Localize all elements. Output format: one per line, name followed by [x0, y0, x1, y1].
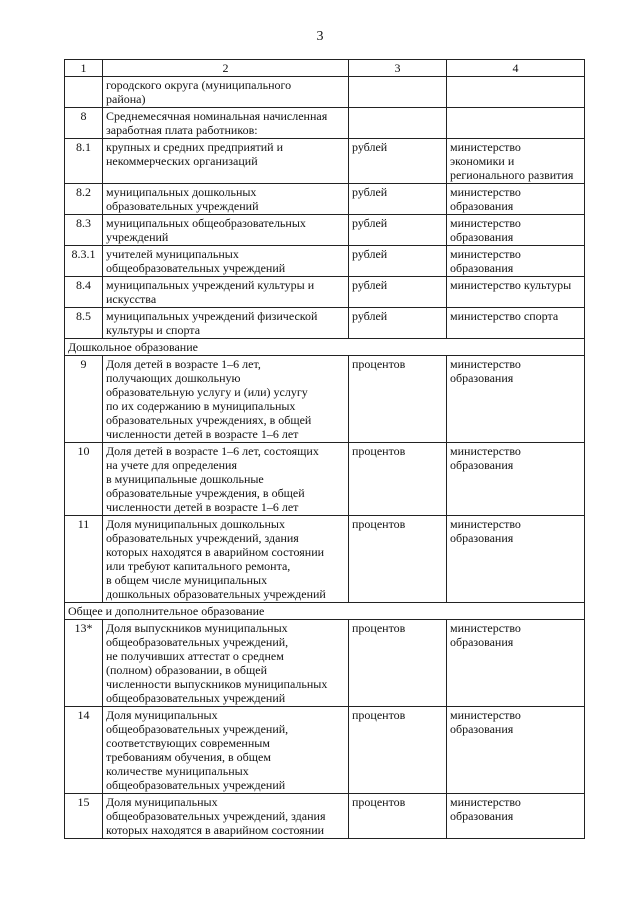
- responsible-ministry: министерство образования: [450, 185, 521, 213]
- indicator-name-cell: [103, 794, 349, 839]
- unit-of-measure-cell: [349, 356, 447, 443]
- indicator-name-cell: [103, 308, 349, 339]
- responsible-ministry-cell: [447, 356, 585, 443]
- indicator-name-cell: [103, 77, 349, 108]
- table-row: [65, 215, 585, 246]
- responsible-ministry-cell: [447, 707, 585, 794]
- table-row: [65, 516, 585, 603]
- indicator-name: муниципальных учреждений культуры и искусства: [106, 278, 315, 306]
- responsible-ministry: министерство образования: [450, 621, 521, 649]
- column-header: 3: [349, 60, 447, 77]
- unit-of-measure: процентов: [352, 621, 406, 635]
- unit-of-measure-cell: [349, 443, 447, 516]
- table-row: [65, 443, 585, 516]
- indicator-name-cell: [103, 215, 349, 246]
- unit-of-measure-cell: [349, 516, 447, 603]
- row-number: 11: [77, 517, 90, 531]
- unit-of-measure: рублей: [352, 140, 388, 154]
- row-number-cell: [65, 516, 103, 603]
- unit-of-measure: рублей: [352, 185, 388, 199]
- unit-of-measure: процентов: [352, 517, 406, 531]
- row-number: 8.3: [76, 216, 91, 230]
- indicator-name-cell: [103, 707, 349, 794]
- table-row: [65, 707, 585, 794]
- table-row: [65, 108, 585, 139]
- unit-of-measure-cell: [349, 108, 447, 139]
- responsible-ministry: министерство образования: [450, 795, 521, 823]
- indicator-name-cell: [103, 246, 349, 277]
- unit-of-measure-cell: [349, 184, 447, 215]
- indicator-name: муниципальных общеобразовательных учреждений: [106, 216, 306, 244]
- table-row: [65, 794, 585, 839]
- row-number-cell: [65, 108, 103, 139]
- indicator-name-cell: [103, 277, 349, 308]
- table-row: [65, 77, 585, 108]
- responsible-ministry: министерство образования: [450, 357, 521, 385]
- indicator-name-cell: [103, 108, 349, 139]
- unit-of-measure-cell: [349, 277, 447, 308]
- row-number-cell: [65, 707, 103, 794]
- responsible-ministry-cell: [447, 620, 585, 707]
- row-number: 8: [80, 109, 87, 123]
- indicator-name: муниципальных учреждений физической культуры и спорта: [106, 309, 318, 337]
- responsible-ministry-cell: [447, 308, 585, 339]
- unit-of-measure-cell: [349, 139, 447, 184]
- table-row: [65, 277, 585, 308]
- responsible-ministry-cell: [447, 108, 585, 139]
- row-number-cell: [65, 308, 103, 339]
- indicator-name: учителей муниципальных общеобразовательных учреждений: [106, 247, 286, 275]
- indicator-name: Доля муниципальных общеобразовательных учреждений, здания которых находятся в аварийном состоянии: [106, 795, 326, 837]
- responsible-ministry-cell: [447, 184, 585, 215]
- row-number-cell: [65, 277, 103, 308]
- section-title: Общее и дополнительное образование: [65, 603, 585, 620]
- responsible-ministry-cell: [447, 77, 585, 108]
- unit-of-measure: процентов: [352, 357, 406, 371]
- unit-of-measure-cell: [349, 794, 447, 839]
- unit-of-measure: рублей: [352, 309, 388, 323]
- responsible-ministry: министерство экономики и регионального развития: [450, 140, 574, 182]
- row-number: 13*: [74, 621, 93, 635]
- row-number: 8.1: [76, 140, 91, 154]
- row-number: 8.5: [76, 309, 91, 323]
- unit-of-measure: рублей: [352, 247, 388, 261]
- indicators-table: [64, 59, 585, 839]
- indicator-name: крупных и средних предприятий и некоммерческих организаций: [106, 140, 284, 168]
- table-row: [65, 620, 585, 707]
- responsible-ministry: министерство образования: [450, 444, 521, 472]
- responsible-ministry-cell: [447, 516, 585, 603]
- unit-of-measure-cell: [349, 620, 447, 707]
- row-number: 8.3.1: [71, 247, 96, 261]
- section-title: Дошкольное образование: [65, 339, 585, 356]
- table-row: [65, 184, 585, 215]
- section-row: [65, 339, 585, 356]
- row-number: 9: [80, 357, 87, 371]
- responsible-ministry: министерство образования: [450, 216, 521, 244]
- row-number-cell: [65, 139, 103, 184]
- responsible-ministry-cell: [447, 246, 585, 277]
- responsible-ministry-cell: [447, 443, 585, 516]
- row-number-cell: [65, 77, 103, 108]
- unit-of-measure-cell: [349, 246, 447, 277]
- table-row: [65, 139, 585, 184]
- row-number-cell: [65, 356, 103, 443]
- row-number: 14: [77, 708, 90, 722]
- indicator-name-cell: [103, 139, 349, 184]
- row-number-cell: [65, 215, 103, 246]
- responsible-ministry: министерство культуры: [450, 278, 572, 292]
- table-row: [65, 308, 585, 339]
- unit-of-measure: рублей: [352, 216, 388, 230]
- table-row: [65, 246, 585, 277]
- responsible-ministry: министерство образования: [450, 247, 521, 275]
- unit-of-measure: процентов: [352, 708, 406, 722]
- responsible-ministry-cell: [447, 794, 585, 839]
- indicator-name: Доля выпускников муниципальных общеобразовательных учреждений, не получивших аттестат о среднем (полном) образовании, в общей численности выпускников муниципальных общеобразовательных учреждений: [106, 621, 328, 705]
- table-row: [65, 356, 585, 443]
- indicator-name-cell: [103, 443, 349, 516]
- unit-of-measure-cell: [349, 215, 447, 246]
- indicator-name: Среднемесячная номинальная начисленная заработная плата работников:: [106, 109, 328, 137]
- indicator-name: муниципальных дошкольных образовательных учреждений: [106, 185, 259, 213]
- indicator-name: городского округа (муниципального района): [106, 78, 292, 106]
- responsible-ministry-cell: [447, 215, 585, 246]
- unit-of-measure-cell: [349, 308, 447, 339]
- indicator-name-cell: [103, 184, 349, 215]
- row-number-cell: [65, 184, 103, 215]
- section-row: [65, 603, 585, 620]
- indicator-name-cell: [103, 516, 349, 603]
- row-number-cell: [65, 443, 103, 516]
- indicator-name-cell: [103, 356, 349, 443]
- row-number: 8.2: [76, 185, 91, 199]
- unit-of-measure-cell: [349, 77, 447, 108]
- row-number: 15: [77, 795, 90, 809]
- row-number-cell: [65, 246, 103, 277]
- responsible-ministry-cell: [447, 277, 585, 308]
- indicator-name-cell: [103, 620, 349, 707]
- responsible-ministry: министерство образования: [450, 708, 521, 736]
- indicator-name: Доля детей в возрасте 1–6 лет, состоящих на учете для определения в муниципальные дошкольные образовательные учреждения, в общей численности детей в возрасте 1–6 лет: [106, 444, 319, 514]
- unit-of-measure: процентов: [352, 444, 406, 458]
- responsible-ministry-cell: [447, 139, 585, 184]
- row-number: 10: [77, 444, 90, 458]
- column-header: 4: [447, 60, 585, 77]
- responsible-ministry: министерство образования: [450, 517, 521, 545]
- column-header: 1: [65, 60, 103, 77]
- unit-of-measure: рублей: [352, 278, 388, 292]
- table-header-row: [65, 60, 585, 77]
- page-number: 3: [316, 29, 324, 44]
- unit-of-measure: процентов: [352, 795, 406, 809]
- responsible-ministry: министерство спорта: [450, 309, 559, 323]
- indicator-name: Доля муниципальных общеобразовательных учреждений, соответствующих современным требованиям обучения, в общем количестве муниципальных общеобразовательных учреждений: [106, 708, 289, 792]
- row-number-cell: [65, 620, 103, 707]
- unit-of-measure-cell: [349, 707, 447, 794]
- row-number: 8.4: [76, 278, 91, 292]
- column-header: 2: [103, 60, 349, 77]
- row-number-cell: [65, 794, 103, 839]
- indicator-name: Доля детей в возрасте 1–6 лет, получающих дошкольную образовательную услугу и (или) услугу по их содержанию в муниципальных образовательных учреждениях, в общей численности детей в возрасте 1–6 лет: [106, 357, 312, 441]
- indicator-name: Доля муниципальных дошкольных образовательных учреждений, здания которых находятся в аварийном состоянии или требуют капитального ремонта, в общем числе муниципальных дошкольных образовательных учреждений: [106, 517, 326, 601]
